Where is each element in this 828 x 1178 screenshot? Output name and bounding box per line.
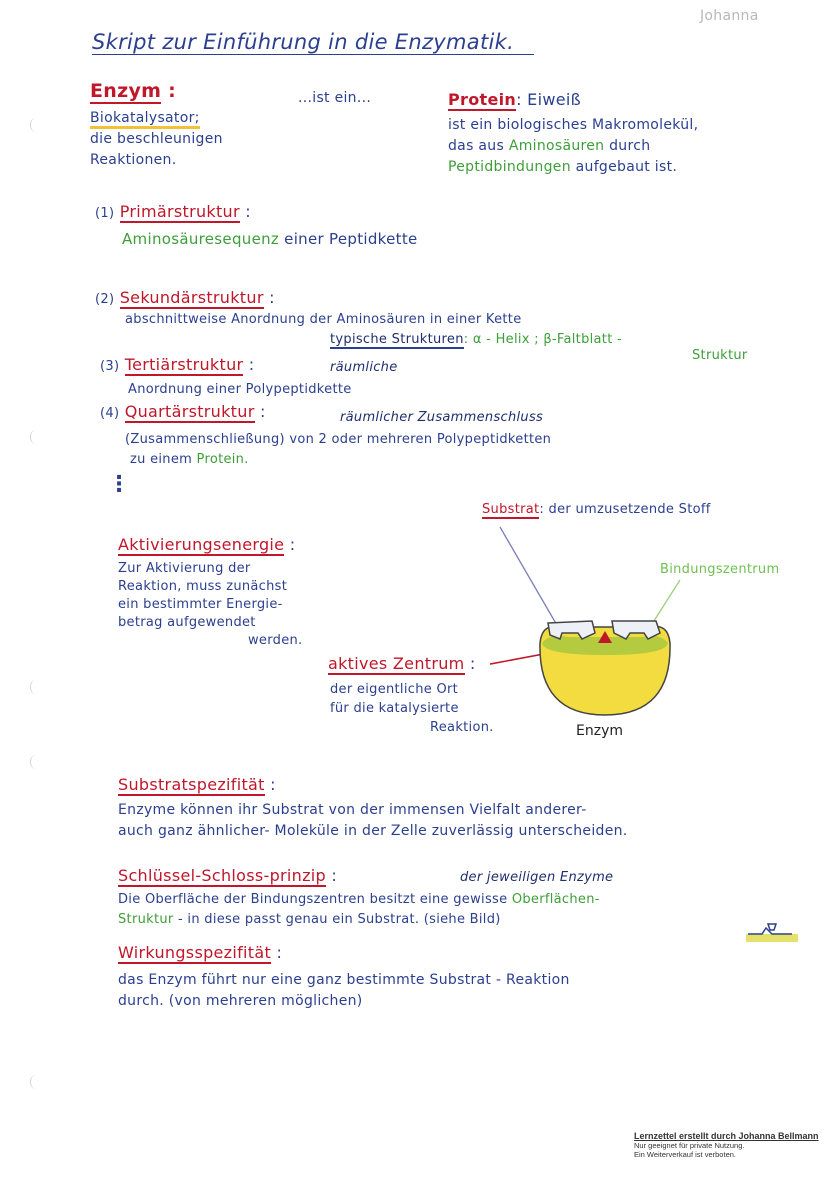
wirkungsspezifitaet-heading: Wirkungsspezifität : xyxy=(118,943,283,962)
sekundaer-line2: typische Strukturen: α - Helix ; β-Faltblatt - xyxy=(330,332,623,347)
protein-line3: Peptidbindungen aufgebaut ist. xyxy=(448,159,678,175)
tertiaer-heading: (3) Tertiärstruktur : xyxy=(100,355,255,374)
substrat-pointer xyxy=(500,527,558,627)
bindungszentrum-label: Bindungszentrum xyxy=(660,562,780,577)
enzym-line2: die beschleunigen xyxy=(90,131,223,147)
aktives-zentrum-text: der eigentliche Ort für die katalysierte Reaktion. xyxy=(330,682,494,735)
protein-line2: das aus Aminosäuren durch xyxy=(448,138,651,154)
footer-line1: Lernzettel erstellt durch Johanna Bellmann xyxy=(634,1131,819,1141)
aktivierung-heading: Aktivierungsenergie : xyxy=(118,535,296,554)
enzym-definition xyxy=(90,108,223,171)
ellipsis-marker: ⋮ xyxy=(108,472,131,497)
tertiaer-line1: Anordnung einer Polypeptidkette xyxy=(128,382,352,397)
schluessel-text: Die Oberfläche der Bindungszentren besitzt eine gewisse Oberflächen- Struktur - in diese passt genau ein Substrat. (siehe Bild) xyxy=(118,892,600,927)
author-name: Johanna xyxy=(700,8,759,24)
enzym-line1: Biokatalysator; xyxy=(90,110,200,129)
page-title: Skript zur Einführung in die Enzymatik. xyxy=(92,30,534,54)
footer-line3: Ein Weiterverkauf ist verboten. xyxy=(634,1150,736,1159)
punch-hole xyxy=(30,755,41,769)
footer-line2: Nur geeignet für private Nutzung. xyxy=(634,1141,745,1150)
quartaer-line1: (Zusammenschließung) von 2 oder mehreren Polypeptidketten xyxy=(125,432,552,447)
quartaer-line2: zu einem Protein. xyxy=(130,452,249,467)
protein-heading: Protein: Eiweiß xyxy=(448,90,581,109)
sekundaer-line1: abschnittweise Anordnung der Aminosäuren in einer Kette xyxy=(125,312,522,327)
primaer-text: Aminosäuresequenz einer Peptidkette xyxy=(122,230,418,248)
punch-hole xyxy=(30,1075,41,1089)
schluessel-heading: Schlüssel-Schloss-prinzip : xyxy=(118,866,338,885)
sekundaer-heading: (2) Sekundärstruktur : xyxy=(95,288,275,307)
substratspezifitaet-text: Enzyme können ihr Substrat von der immensen Vielfalt anderer- auch ganz ähnlicher- Moleküle in der Zelle zuverlässig unterscheiden. xyxy=(118,802,628,839)
punch-hole xyxy=(30,430,41,444)
primaer-heading: (1) Primärstruktur : xyxy=(95,202,251,221)
enzym-heading: Enzym : xyxy=(90,80,177,102)
footer-notice xyxy=(634,1131,819,1159)
quartaer-note: räumlicher Zusammenschluss xyxy=(340,410,544,425)
key-lock-sketch-icon xyxy=(742,920,802,946)
punch-hole xyxy=(30,118,41,132)
sekundaer-line3: Struktur xyxy=(692,348,748,363)
substratspezifitaet-heading: Substratspezifität : xyxy=(118,775,276,794)
schluessel-note: der jeweiligen Enzyme xyxy=(460,870,614,885)
tertiaer-note: räumliche xyxy=(330,360,398,375)
protein-line1: ist ein biologisches Makromolekül, xyxy=(448,117,699,133)
enzym-diagram-label: Enzym xyxy=(576,723,623,739)
quartaer-heading: (4) Quartärstruktur : xyxy=(100,402,266,421)
punch-hole xyxy=(30,680,41,694)
protein-definition xyxy=(448,115,698,178)
enzym-line3: Reaktionen. xyxy=(90,152,177,168)
aktivierung-text: Zur Aktivierung der Reaktion, muss zunächst ein bestimmter Energie- betrag aufgewendet werden. xyxy=(118,561,303,648)
substrat-label: Substrat: der umzusetzende Stoff xyxy=(482,502,711,517)
aktives-zentrum-heading: aktives Zentrum : xyxy=(328,654,476,673)
connector-text: ...ist ein... xyxy=(298,90,372,106)
enzyme-diagram xyxy=(490,515,810,745)
wirkungsspezifitaet-text: das Enzym führt nur eine ganz bestimmte Substrat - Reaktion durch. (von mehreren möglichen) xyxy=(118,972,570,1009)
